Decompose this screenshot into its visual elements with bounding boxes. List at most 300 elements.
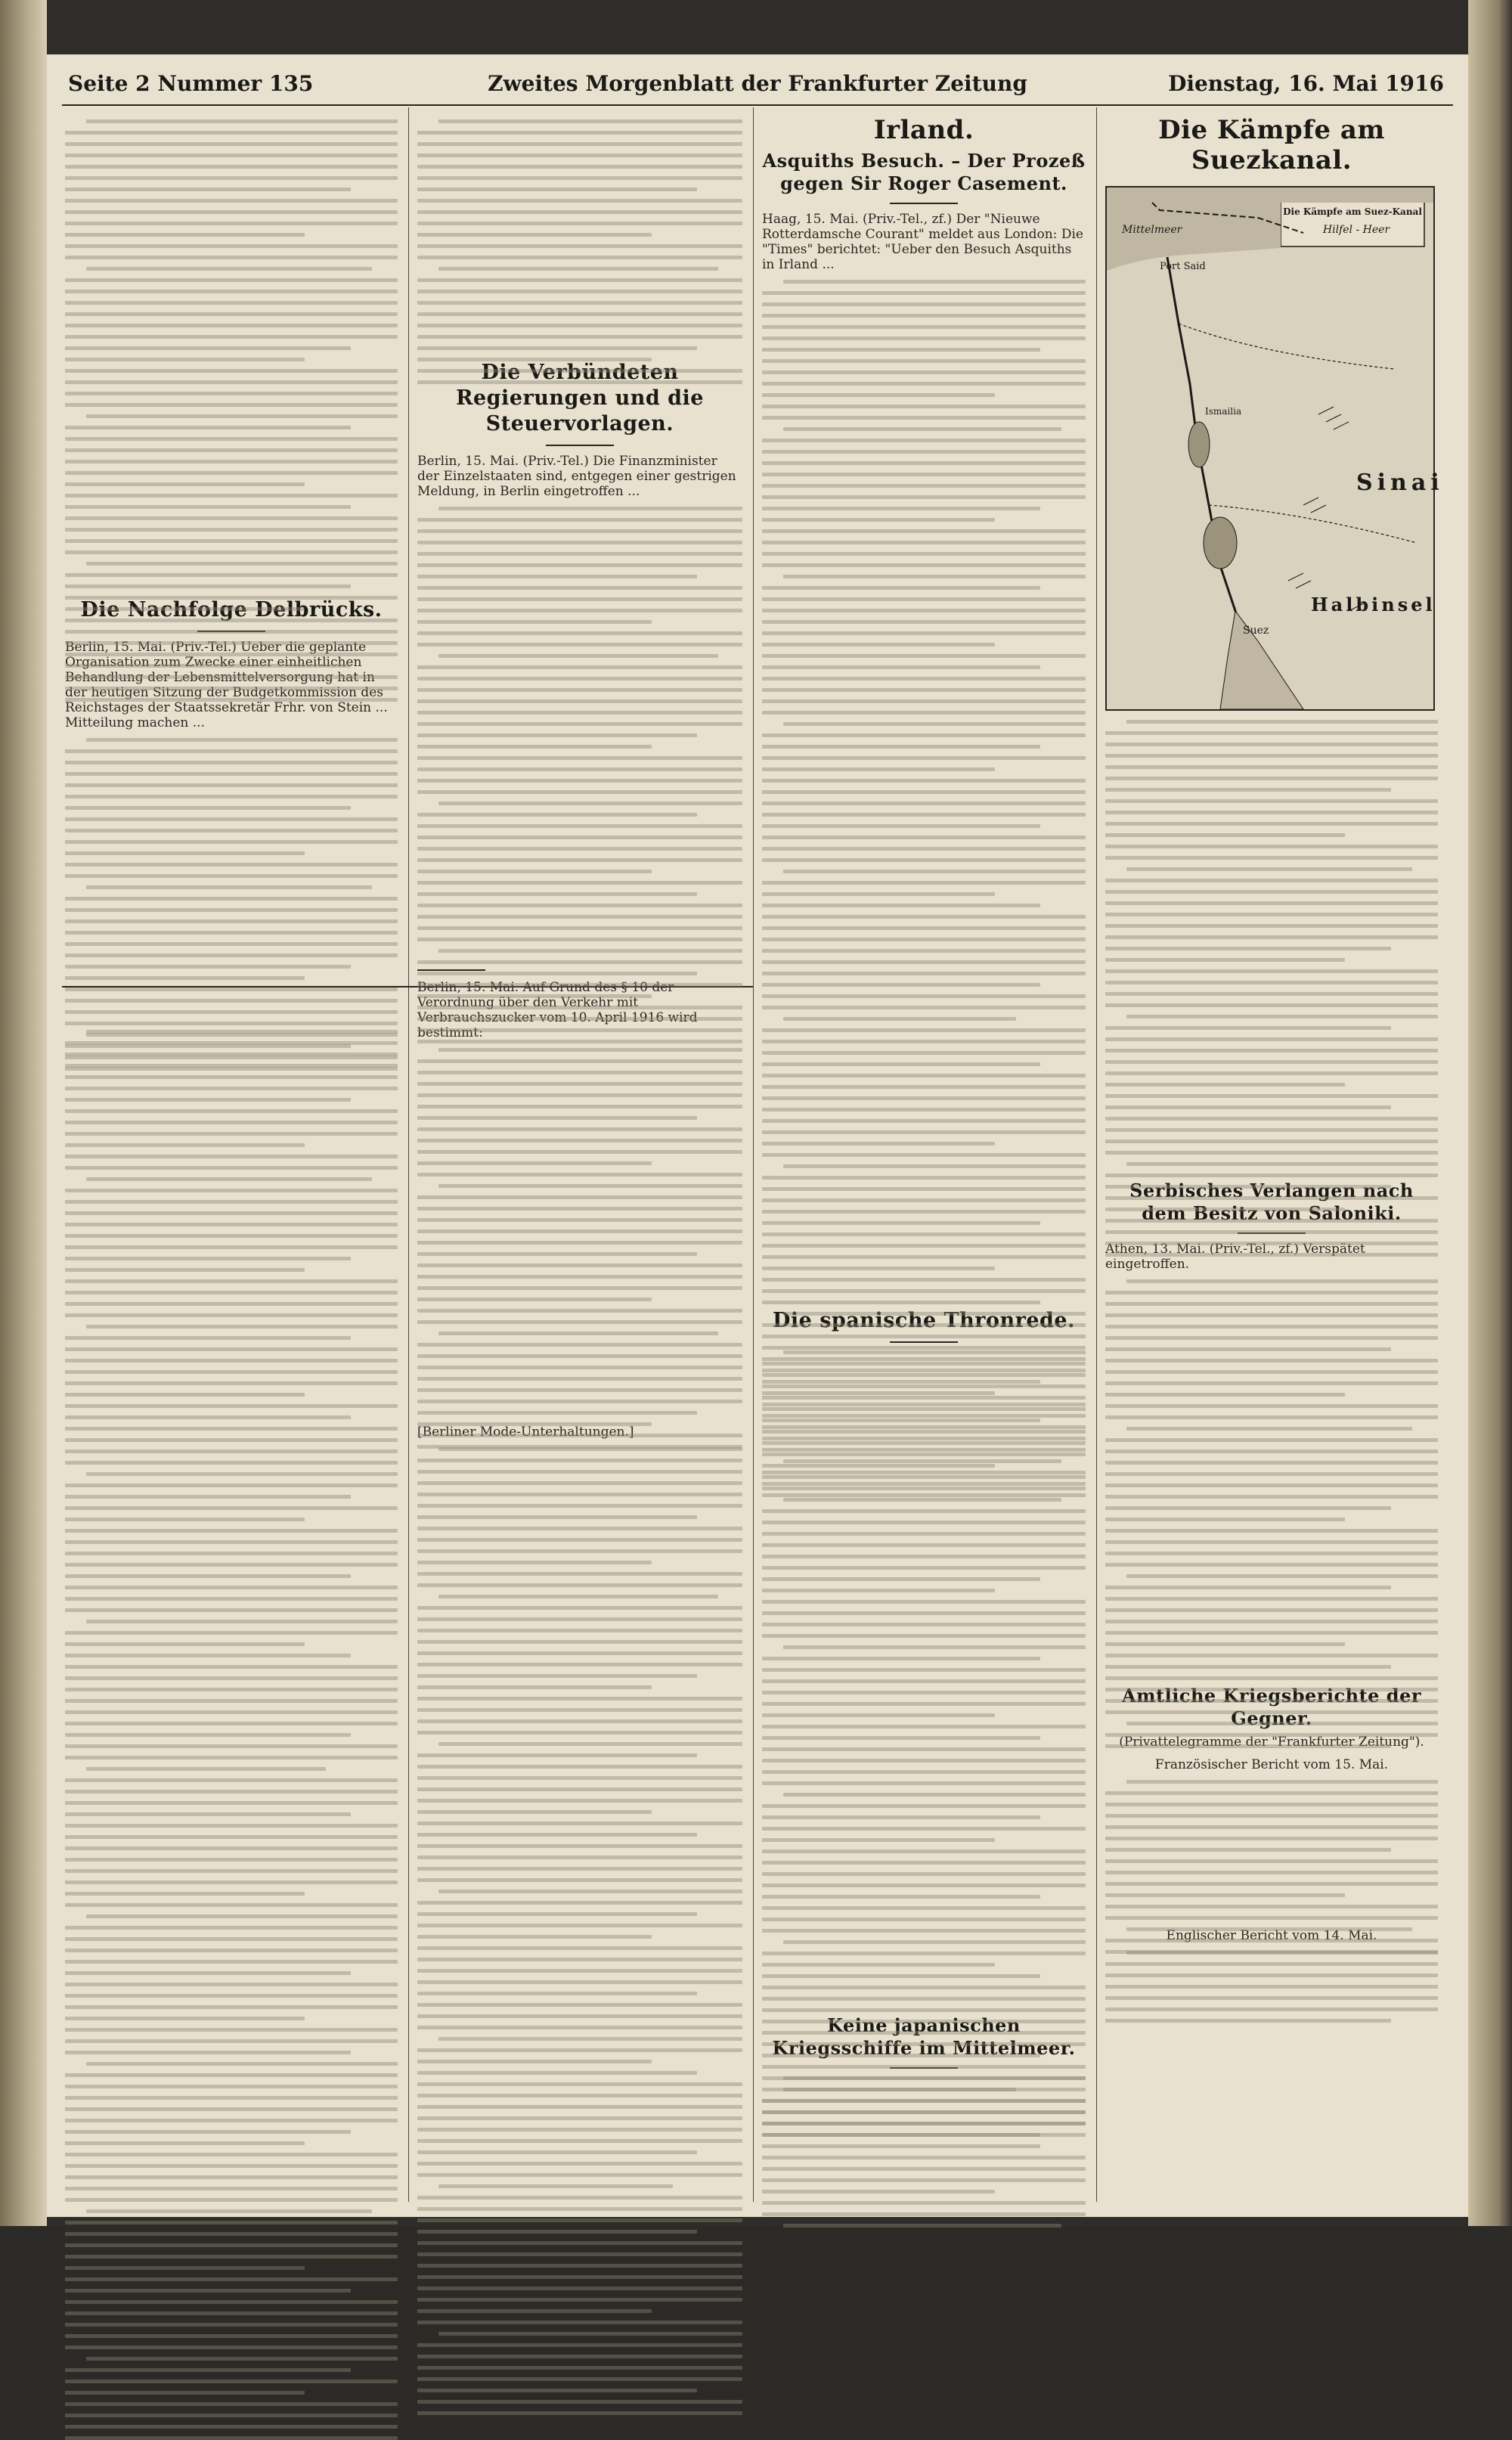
text-line: [1105, 856, 1438, 860]
text-line: [65, 1427, 398, 1431]
text-line: [1105, 1117, 1438, 1121]
text-line: [417, 1629, 742, 1632]
text-line: [417, 1504, 742, 1508]
text-line: [417, 1127, 742, 1131]
text-line: [65, 607, 305, 611]
text-line: [65, 2323, 398, 2327]
text-line: [762, 1198, 1086, 1202]
text-line: [417, 1366, 742, 1369]
text-line: [762, 291, 1086, 295]
text-line: [417, 256, 742, 259]
text-line: [417, 1674, 697, 1678]
text-line: [65, 987, 398, 991]
text-line: [417, 1195, 742, 1199]
text-line: [417, 2389, 697, 2392]
text-line: [1105, 1871, 1438, 1874]
text-line: [762, 926, 1086, 930]
text-line: [65, 2073, 398, 2077]
text-line: [783, 1940, 1086, 1944]
text-line: [417, 1040, 742, 1043]
text-line: [762, 2031, 1086, 2035]
text-line: [65, 1121, 398, 1124]
text-line: [65, 2266, 305, 2270]
text-line: [762, 1702, 1086, 1706]
text-line: [762, 915, 1086, 919]
text-line: [65, 2164, 398, 2168]
text-line: [65, 1109, 398, 1113]
text-line: [65, 1880, 398, 1884]
text-line: [762, 2167, 1086, 2171]
text-line: [417, 1388, 742, 1392]
article-title-saloniki: Serbisches Verlangen nach dem Besitz von Saloniki.: [1129, 1180, 1414, 1224]
text-line: [65, 1688, 398, 1691]
text-line: [1126, 1722, 1438, 1725]
text-line: [1105, 754, 1438, 758]
text-line: [1105, 1208, 1345, 1211]
book-binding: [0, 0, 47, 2226]
text-line: [417, 1878, 742, 1882]
text-line: [65, 1858, 398, 1862]
text-line: [762, 836, 1086, 839]
text-line: [762, 1142, 995, 1146]
text-line: [1105, 935, 1438, 939]
text-line: [417, 2264, 742, 2268]
text-line: [65, 596, 398, 600]
text-line: [762, 972, 1086, 975]
text-line: [65, 358, 305, 361]
text-line: [762, 779, 1086, 783]
text-line: [762, 1861, 1086, 1865]
text-line: [417, 1275, 742, 1279]
text-line: [762, 1221, 1040, 1225]
text-line: [1105, 1173, 1438, 1177]
text-line: [65, 1744, 398, 1748]
text-line: [417, 1833, 697, 1837]
text-line: [65, 664, 351, 668]
text-line: [65, 999, 398, 1003]
text-line: [417, 1263, 742, 1267]
text-line: [762, 2212, 1086, 2216]
text-line: [1105, 1128, 1438, 1132]
text-line: [65, 1960, 398, 1964]
text-line: [417, 1218, 742, 1222]
text-line: [1105, 1973, 1438, 1977]
text-line: [417, 1207, 742, 1211]
text-line: [65, 1506, 398, 1510]
map-label-sinai: Sinai: [1356, 470, 1444, 496]
text-line: [65, 829, 398, 832]
text-line: [417, 960, 742, 964]
text-line: [65, 2119, 398, 2122]
map-label-heer: Hilfel - Heer: [1322, 224, 1390, 236]
text-line: [762, 1668, 1086, 1672]
text-line: [417, 824, 742, 828]
text-line: [65, 1370, 398, 1374]
text-line: [783, 1645, 1086, 1649]
text-line: [762, 1691, 1086, 1694]
text-line: [65, 278, 398, 282]
text-line: [417, 722, 742, 726]
text-line: [417, 518, 742, 522]
text-line: [417, 1298, 652, 1301]
text-line: [417, 858, 742, 862]
text-line: [762, 2156, 1086, 2159]
text-line: [762, 1487, 1086, 1490]
great-bitter-lake: [1204, 517, 1237, 569]
text-line: [417, 631, 742, 635]
text-line: [417, 2400, 742, 2404]
text-line: [762, 1396, 1086, 1400]
text-line: [1105, 1415, 1438, 1419]
text-line: [417, 994, 652, 998]
text-line: [417, 1753, 697, 1757]
text-line: [762, 1577, 1040, 1581]
column-3-body-mid: [762, 1350, 1086, 2001]
text-line: [417, 2026, 742, 2029]
text-line: [65, 1200, 398, 1204]
text-line: [65, 1041, 398, 1045]
text-line: [417, 2275, 742, 2279]
text-line: [1105, 1962, 1438, 1966]
text-line: [65, 1166, 398, 1170]
text-line: [762, 824, 1040, 828]
text-line: [1105, 1484, 1438, 1487]
text-line: [762, 1521, 1086, 1524]
text-line: [762, 938, 1086, 941]
text-line: [65, 1234, 398, 1238]
text-line: [1105, 822, 1438, 826]
text-line: [417, 290, 742, 293]
text-line: [417, 541, 742, 544]
french-report-heading: Französischer Bericht vom 15. Mai.: [1154, 1757, 1389, 1772]
text-line: [65, 908, 398, 912]
text-line: [65, 863, 398, 867]
text-line: [417, 1422, 652, 1426]
text-line: [1105, 1848, 1391, 1852]
text-line: [1105, 1219, 1438, 1223]
text-line: [65, 698, 398, 702]
column-1-body-mid: [65, 738, 398, 1018]
text-line: [65, 1971, 351, 1975]
text-line: [65, 1022, 398, 1025]
text-line: [417, 1901, 742, 1905]
text-line: [1105, 1608, 1438, 1612]
text-line: [417, 983, 742, 987]
text-line: [417, 2162, 742, 2166]
text-line: [65, 210, 398, 214]
text-line: [417, 1161, 652, 1165]
text-line: [417, 233, 652, 237]
text-line: [65, 290, 398, 293]
text-line: [65, 772, 398, 776]
article-title-thronrede: Die spanische Thronrede.: [772, 1309, 1075, 1332]
text-line: [417, 346, 697, 350]
text-line: [762, 699, 1086, 703]
column-1-body-top: [65, 119, 398, 581]
text-line: [65, 2368, 351, 2372]
text-line: [65, 1665, 398, 1669]
header-rule: [62, 104, 1453, 106]
text-line: [1105, 1381, 1438, 1385]
text-line: [417, 1286, 742, 1290]
text-line: [65, 494, 398, 498]
text-line: [438, 1742, 742, 1746]
text-line: [762, 1974, 1040, 1978]
text-line: [417, 301, 742, 305]
text-line: [417, 244, 742, 248]
text-line: [417, 1867, 742, 1871]
text-line: [65, 516, 398, 520]
text-line: [65, 931, 398, 935]
text-line: [417, 1459, 742, 1462]
text-line: [762, 1679, 1086, 1683]
text-line: [1126, 1279, 1438, 1283]
article-title-delbrueck: Die Nachfolge Delbrücks.: [80, 598, 383, 622]
text-line: [417, 188, 697, 191]
text-line: [417, 1309, 742, 1313]
text-line: [417, 1856, 742, 1859]
text-line: [417, 892, 697, 896]
text-line: [762, 1952, 1086, 1955]
text-line: [1105, 1336, 1438, 1340]
column-3: [762, 112, 1086, 2205]
text-line: [65, 199, 398, 203]
map-label-ismailia: Ismailia: [1205, 406, 1242, 417]
text-line: [1105, 890, 1438, 894]
text-line: [762, 393, 995, 397]
text-line: [1105, 1242, 1438, 1245]
text-line: [417, 1663, 742, 1666]
text-line: [65, 817, 398, 821]
text-line: [1105, 777, 1438, 780]
text-line: [417, 131, 742, 135]
text-line: [65, 2243, 398, 2247]
text-line: [762, 1543, 1086, 1547]
column-2-body-bottom: [417, 1447, 742, 2264]
text-line: [417, 1059, 742, 1063]
text-line: [1105, 1393, 1345, 1397]
text-line: [417, 1493, 742, 1496]
text-line: [438, 1890, 742, 1893]
text-line: [417, 312, 742, 316]
text-line: [65, 1949, 398, 1952]
map-article-body: [1105, 720, 1438, 1166]
text-line: [417, 699, 742, 703]
text-line: [65, 1642, 305, 1646]
text-line: [762, 370, 1086, 374]
text-line: [783, 1793, 1086, 1797]
text-line: [65, 165, 398, 169]
text-line: [417, 1685, 652, 1689]
text-line: [417, 2196, 742, 2200]
text-line: [762, 1006, 1086, 1009]
text-line: [762, 620, 1086, 624]
text-line: [65, 1597, 398, 1601]
text-line: [86, 885, 372, 889]
text-line: [65, 1461, 398, 1465]
text-line: [417, 1844, 742, 1848]
text-line: [417, 1992, 697, 1995]
text-line: [1105, 1859, 1438, 1863]
text-line: [762, 1074, 1086, 1077]
text-line: [417, 1980, 742, 1984]
text-line: [417, 1765, 742, 1769]
text-line: [783, 2076, 1086, 2080]
text-line: [762, 994, 1086, 998]
text-line: [783, 1312, 1086, 1316]
text-line: [1105, 1370, 1438, 1374]
text-line: [417, 2116, 742, 2120]
text-line: [1105, 969, 1438, 973]
text-line: [762, 1153, 1086, 1157]
text-line: [65, 2130, 351, 2134]
text-line: [783, 1164, 1086, 1168]
text-line: [65, 1302, 398, 1306]
text-line: [762, 473, 1086, 476]
text-line: [65, 630, 398, 634]
text-line: [417, 529, 742, 533]
text-line: [762, 302, 1086, 306]
text-line: [65, 619, 398, 622]
text-line: [762, 563, 1086, 567]
text-line: [1105, 1893, 1345, 1897]
text-line: [762, 1407, 1086, 1411]
text-line: [417, 665, 742, 669]
text-line: [762, 892, 995, 896]
text-line: [783, 280, 1086, 284]
text-line: [86, 267, 372, 271]
text-line: [417, 1924, 742, 1927]
text-line: [417, 1377, 742, 1381]
text-line: [65, 550, 398, 554]
text-line: [417, 1731, 742, 1735]
text-line: [783, 722, 1086, 726]
text-line: [86, 562, 398, 566]
text-line: [417, 2343, 742, 2347]
text-line: [1105, 1586, 1391, 1589]
text-line: [65, 2436, 398, 2440]
text-line: [65, 1756, 398, 1759]
text-line: [65, 2198, 398, 2202]
text-line: [65, 1710, 398, 1714]
text-line: [417, 1082, 742, 1086]
text-line: [417, 609, 742, 612]
text-line: [1105, 1253, 1438, 1257]
text-line: [417, 688, 742, 692]
text-line: [65, 2221, 398, 2225]
text-line: [65, 460, 398, 464]
text-line: [762, 552, 1086, 556]
text-line: [65, 1393, 305, 1397]
text-line: [65, 1733, 351, 1737]
text-line: [86, 1325, 398, 1329]
text-line: [1105, 1905, 1438, 1908]
text-line: [1126, 1162, 1438, 1166]
text-line: [1105, 1506, 1391, 1510]
text-line: [1105, 731, 1438, 735]
text-line: [762, 1096, 1086, 1100]
text-line: [417, 1617, 742, 1621]
text-line: [86, 1620, 398, 1623]
text-line: [65, 851, 305, 855]
text-line: [762, 1827, 1086, 1831]
text-line: [1105, 1631, 1438, 1635]
text-line: [65, 1132, 398, 1136]
column-2: [417, 112, 742, 2264]
text-line: [65, 1654, 351, 1657]
column-rule-2: [753, 107, 754, 2202]
text-line: [65, 2414, 398, 2417]
text-line: [417, 1017, 742, 1021]
text-line: [417, 2321, 742, 2324]
text-line: [1105, 1733, 1438, 1737]
column-2-notice-body: [417, 1048, 742, 1161]
text-line: [417, 1719, 742, 1723]
text-line: [417, 1071, 742, 1074]
text-line: [417, 1515, 697, 1519]
text-line: [65, 505, 351, 509]
text-line: [417, 643, 742, 646]
text-line: [417, 1411, 697, 1415]
text-line: [65, 1812, 351, 1816]
text-line: [762, 1657, 1040, 1660]
text-line: [86, 1914, 398, 1918]
text-line: [762, 1589, 995, 1592]
text-line: [417, 1252, 697, 1256]
text-line: [1105, 1461, 1438, 1465]
text-line: [417, 1354, 742, 1358]
text-line: [762, 1759, 1086, 1763]
text-line: [762, 1362, 1086, 1366]
text-line: [762, 348, 1040, 352]
text-line: [762, 1430, 1086, 1434]
text-line: [65, 1586, 398, 1589]
text-line: [1105, 1665, 1391, 1669]
text-line: [417, 972, 697, 975]
text-line: [417, 1821, 742, 1825]
text-line: [1105, 1825, 1438, 1829]
text-line: [1105, 1882, 1438, 1886]
text-line: [1105, 1094, 1438, 1098]
text-line: [1105, 1676, 1438, 1680]
text-line: [65, 301, 398, 305]
text-line: [1105, 901, 1438, 905]
text-line: [417, 2082, 742, 2086]
text-line: [65, 1937, 398, 1941]
text-line: [762, 2020, 1086, 2023]
text-line: [762, 1713, 995, 1717]
text-line: [1105, 1313, 1438, 1317]
text-line: [762, 1255, 1086, 1259]
map-label-halbinsel: Halbinsel: [1311, 594, 1436, 615]
text-line: [762, 1278, 1086, 1282]
text-line: [1105, 1996, 1438, 2000]
text-line: [417, 1697, 742, 1701]
text-line: [783, 1498, 1061, 1502]
text-line: [762, 790, 1086, 794]
text-line: [1105, 765, 1438, 769]
text-line: [762, 405, 1086, 408]
text-line: [417, 278, 742, 282]
text-line: [65, 1994, 398, 1998]
text-line: [1105, 1688, 1438, 1691]
text-line: [65, 919, 398, 923]
title-rule: [890, 203, 958, 204]
text-line: [65, 1359, 398, 1363]
title-rule: [546, 445, 614, 446]
text-line: [65, 1790, 398, 1794]
text-line: [417, 847, 742, 851]
